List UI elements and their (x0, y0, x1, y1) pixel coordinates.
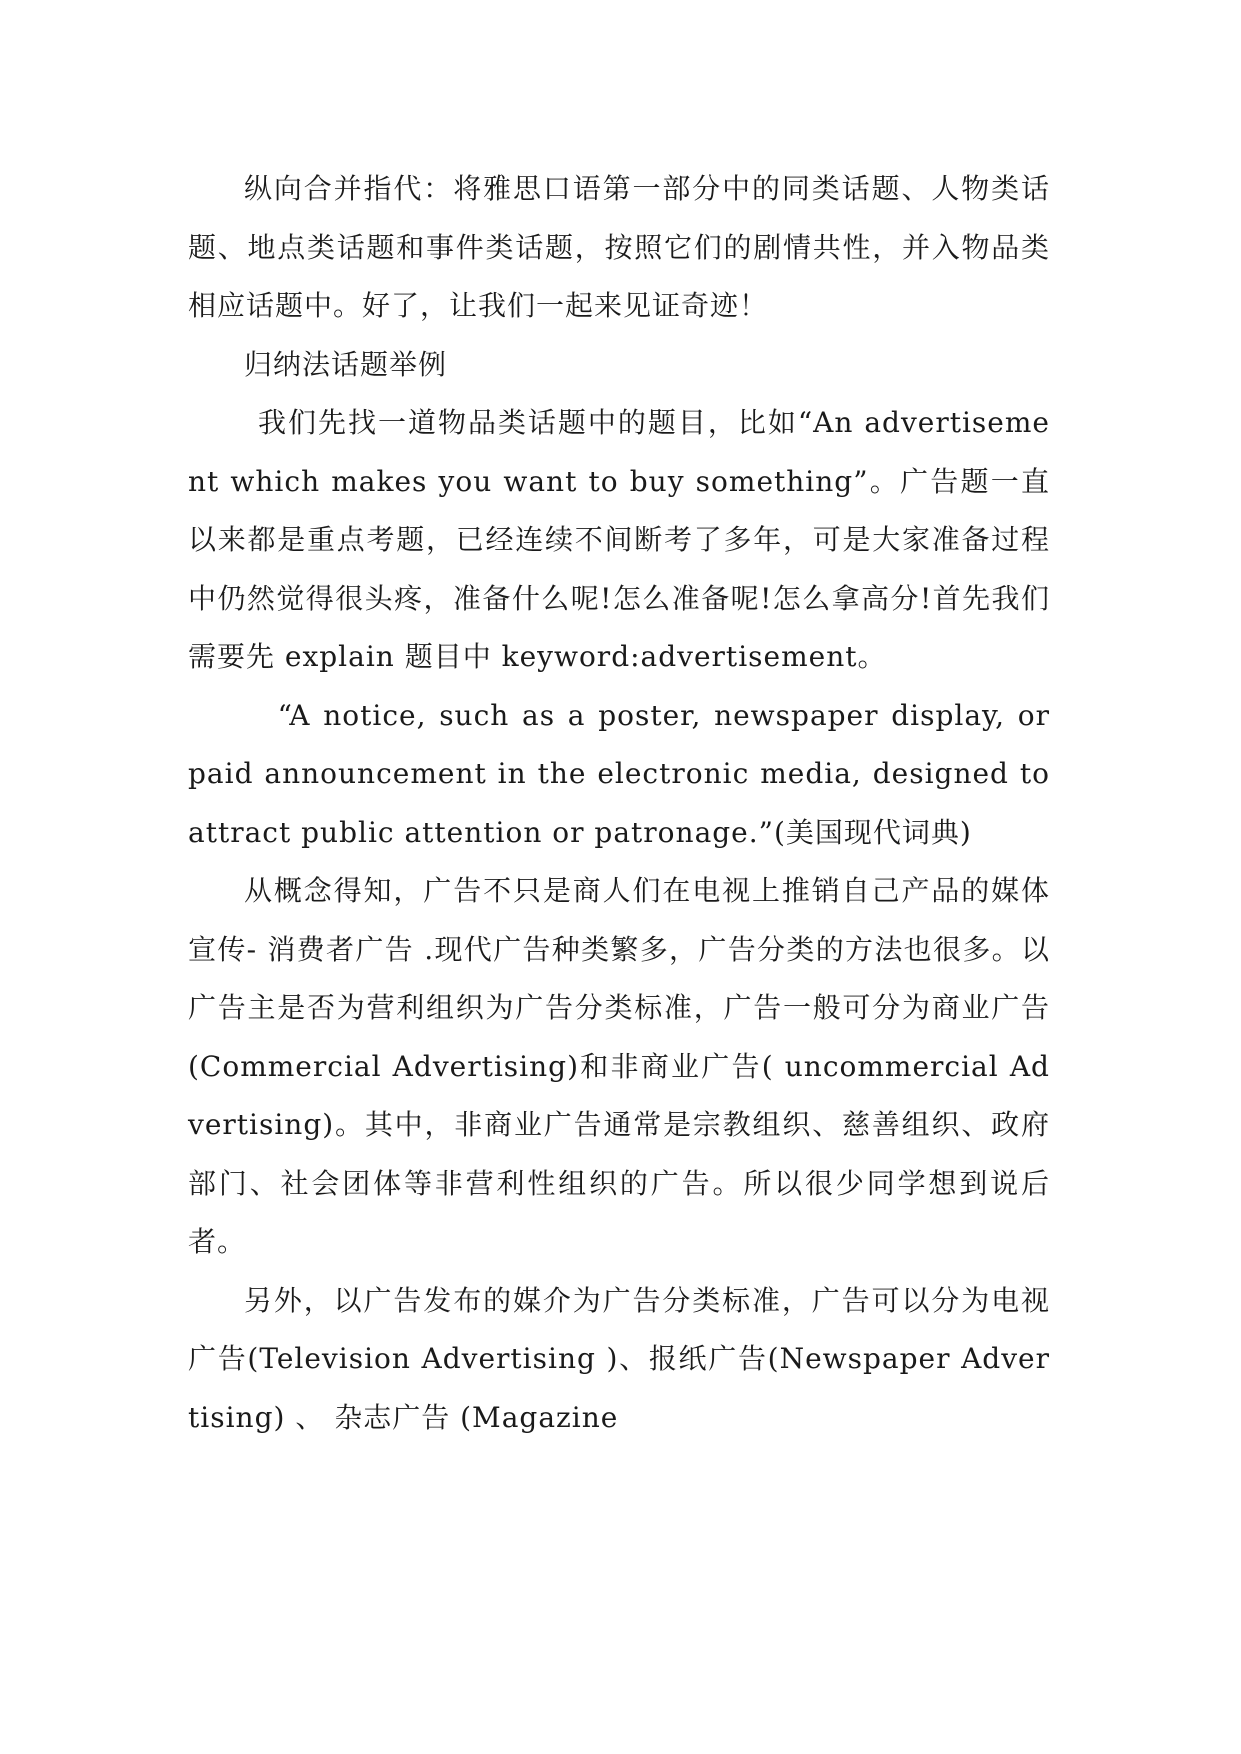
section-heading: 归纳法话题举例 (244, 347, 448, 381)
paragraph-example-topic: 我们先找一道物品类话题中的题目，比如“An advertisement which makes you want to buy something”。广告题一直以来都是重点考题，已经连续不间断考了多年，可是大家准备过程中仍然觉得很头疼，准备什么呢!怎么准备呢!怎么拿高分!首先我们需要先 explain 题目中 keyword:advertisement。 (188, 406, 1050, 673)
paragraph-media-classification: 另外，以广告发布的媒介为广告分类标准，广告可以分为电视广告(Television Advertising )、报纸广告(Newspaper Advertising) 、 杂志广告 (Magazine (188, 1283, 1050, 1434)
document-body (188, 160, 1050, 1447)
paragraph-definition-quote: “A notice, such as a poster, newspaper display, or paid announcement in the electronic media, designed to attract public attention or patronage.”(美国现代词典) (188, 698, 1050, 849)
paragraph-advertising-types: 从概念得知，广告不只是商人们在电视上推销自己产品的媒体宣传- 消费者广告 .现代广告种类繁多，广告分类的方法也很多。以广告主是否为营利组织为广告分类标准，广告一般可分为商业广告(Commercial Advertising)和非商业广告( uncommercial Advertising)。其中，非商业广告通常是宗教组织、慈善组织、政府部门、社会团体等非营利性组织的广告。所以很少同学想到说后者。 (188, 874, 1050, 1258)
paragraph-vertical-merge: 纵向合并指代：将雅思口语第一部分中的同类话题、人物类话题、地点类话题和事件类话题，按照它们的剧情共性，并入物品类相应话题中。好了，让我们一起来见证奇迹！ (188, 172, 1050, 322)
